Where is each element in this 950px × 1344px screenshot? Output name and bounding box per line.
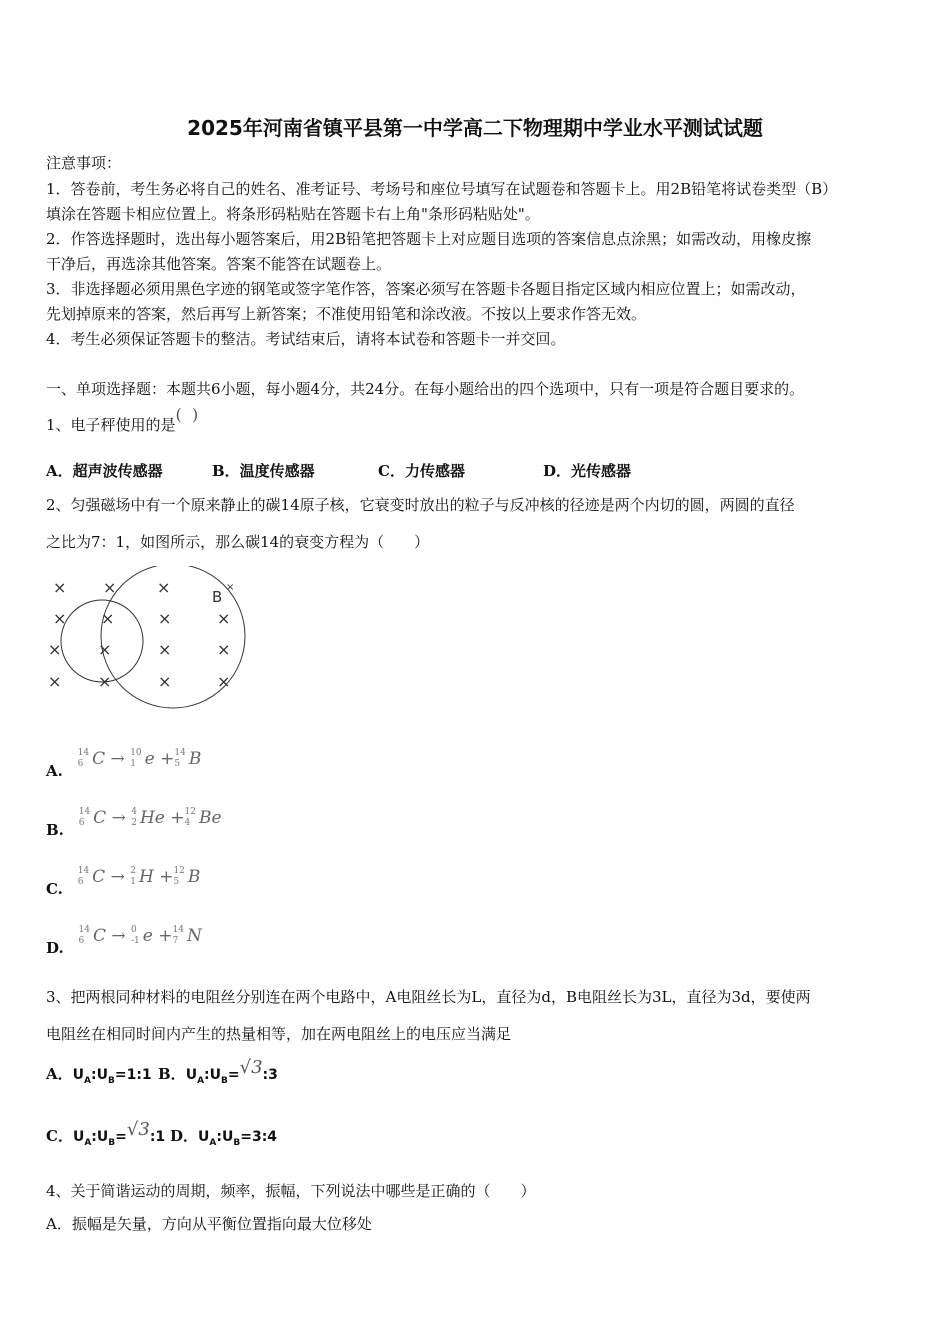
q1-option-b: B．温度传感器	[212, 462, 315, 480]
field-cross-mark: ×	[98, 640, 112, 659]
q2-option-b	[46, 807, 222, 839]
notice-line: 3．非选择题必须用黑色字迹的钢笔或签字笔作答，答案必须写在答题卡各题目指定区域内相应位置上；如需改动，	[46, 280, 806, 298]
field-cross-mark: ×	[158, 609, 172, 628]
sqrt3: √3	[239, 1057, 263, 1078]
notice-heading: 注意事项：	[46, 154, 122, 172]
field-cross-mark: ×	[103, 578, 117, 597]
sqrt3: √3	[126, 1119, 150, 1140]
q2-option-a	[46, 748, 202, 780]
field-cross-mark: ×	[48, 640, 62, 659]
option-letter: C.	[46, 879, 63, 898]
q3-option-d: D．$U_A:U_B=3:4$	[170, 1127, 278, 1148]
q3-stem-line2: 电阻丝在相同时间内产生的热量相等，加在两电阻丝上的电压应当满足	[46, 1025, 512, 1043]
notice-line: 先划掉原来的答案，然后再写上新答案；不准使用铅笔和涂改液。不按以上要求作答无效。	[46, 305, 647, 323]
q1-option-d: D．光传感器	[543, 462, 632, 480]
q2-option-d	[46, 925, 202, 957]
field-cross-mark: ×	[158, 640, 172, 659]
notice-line: 1．答卷前，考生务必将自己的姓名、准考证号、考场号和座位号填写在试题卷和答题卡上。用2B铅笔将试卷类型（B）	[46, 180, 838, 198]
option-letter: D.	[46, 938, 64, 957]
field-cross-mark: ×	[53, 609, 67, 628]
q3-stem-line1: 3、把两根同种材料的电阻丝分别连在两个电路中，A电阻丝长为L，直径为d，B电阻丝长为3L，直径为3d，要使两	[46, 988, 811, 1006]
q4-option-a: A．振幅是矢量，方向从平衡位置指向最大位移处	[46, 1215, 372, 1233]
option-letter: A.	[46, 761, 63, 780]
q1-option-a: A．超声波传感器	[46, 462, 163, 480]
field-cross-mark: ×	[226, 582, 235, 593]
option-letter: B.	[46, 820, 64, 839]
q2-stem-line2: 之比为7：1，如图所示，那么碳14的衰变方程为（ ）	[46, 533, 430, 551]
page-title: 2025年河南省镇平县第一中学高二下物理期中学业水平测试试题	[187, 116, 763, 140]
field-cross-mark: ×	[101, 609, 115, 628]
field-cross-mark: ×	[98, 672, 112, 691]
q2-stem-line1: 2、匀强磁场中有一个原来静止的碳14原子核，它衰变时放出的粒子与反冲核的径迹是两个内切的圆，两圆的直径	[46, 496, 795, 514]
field-cross-mark: ×	[217, 609, 231, 628]
field-cross-mark: ×	[48, 672, 62, 691]
mass-number-stack: 14 6	[77, 748, 90, 769]
q3-option-b: B．$U_A:U_B=√3:3$	[158, 1057, 278, 1086]
notice-line: 2．作答选择题时，选出每小题答案后，用2B铅笔把答题卡上对应题目选项的答案信息点涂黑；如需改动，用橡皮擦	[46, 230, 812, 248]
field-label-b: B	[212, 588, 223, 606]
field-cross-mark: ×	[217, 672, 231, 691]
section-heading: 一、单项选择题：本题共6小题，每小题4分，共24分。在每小题给出的四个选项中，只有一项是符合题目要求的。	[46, 380, 805, 398]
q1-blank: ( )	[175, 405, 199, 424]
q2-option-c	[46, 866, 201, 898]
q3-option-c: C．$U_A:U_B=√3:1$	[46, 1119, 166, 1148]
decay-equation: 14 6 C → 2 1 H + 12 5 B	[77, 866, 201, 887]
field-cross-mark: ×	[217, 640, 231, 659]
magnetic-field-figure	[40, 566, 250, 716]
q1-stem-text: 1、电子秤使用的是	[46, 416, 176, 434]
decay-equation: 14 6 C → 10 1 e + 14 5 B	[77, 748, 202, 769]
field-cross-mark: ×	[157, 578, 171, 597]
q3-option-a: A．$U_A:U_B=1:1$	[46, 1065, 152, 1086]
field-cross-mark: ×	[158, 672, 172, 691]
field-cross-mark: ×	[53, 578, 67, 597]
notice-line: 干净后，再选涂其他答案。答案不能答在试题卷上。	[46, 255, 392, 273]
decay-equation: 14 6 C → 0 -1 e + 14 7 N	[78, 925, 202, 946]
notice-line: 填涂在答题卡相应位置上。将条形码粘贴在答题卡右上角"条形码粘贴处"。	[46, 205, 540, 223]
q4-stem: 4、关于简谐运动的周期，频率，振幅，下列说法中哪些是正确的（ ）	[46, 1182, 536, 1200]
notice-line: 4．考生必须保证答题卡的整洁。考试结束后，请将本试卷和答题卡一并交回。	[46, 330, 566, 348]
q1-option-c: C．力传感器	[378, 462, 465, 480]
decay-equation: 14 6 C → 4 2 He + 12 4 Be	[78, 807, 222, 828]
q1-stem	[46, 405, 199, 435]
